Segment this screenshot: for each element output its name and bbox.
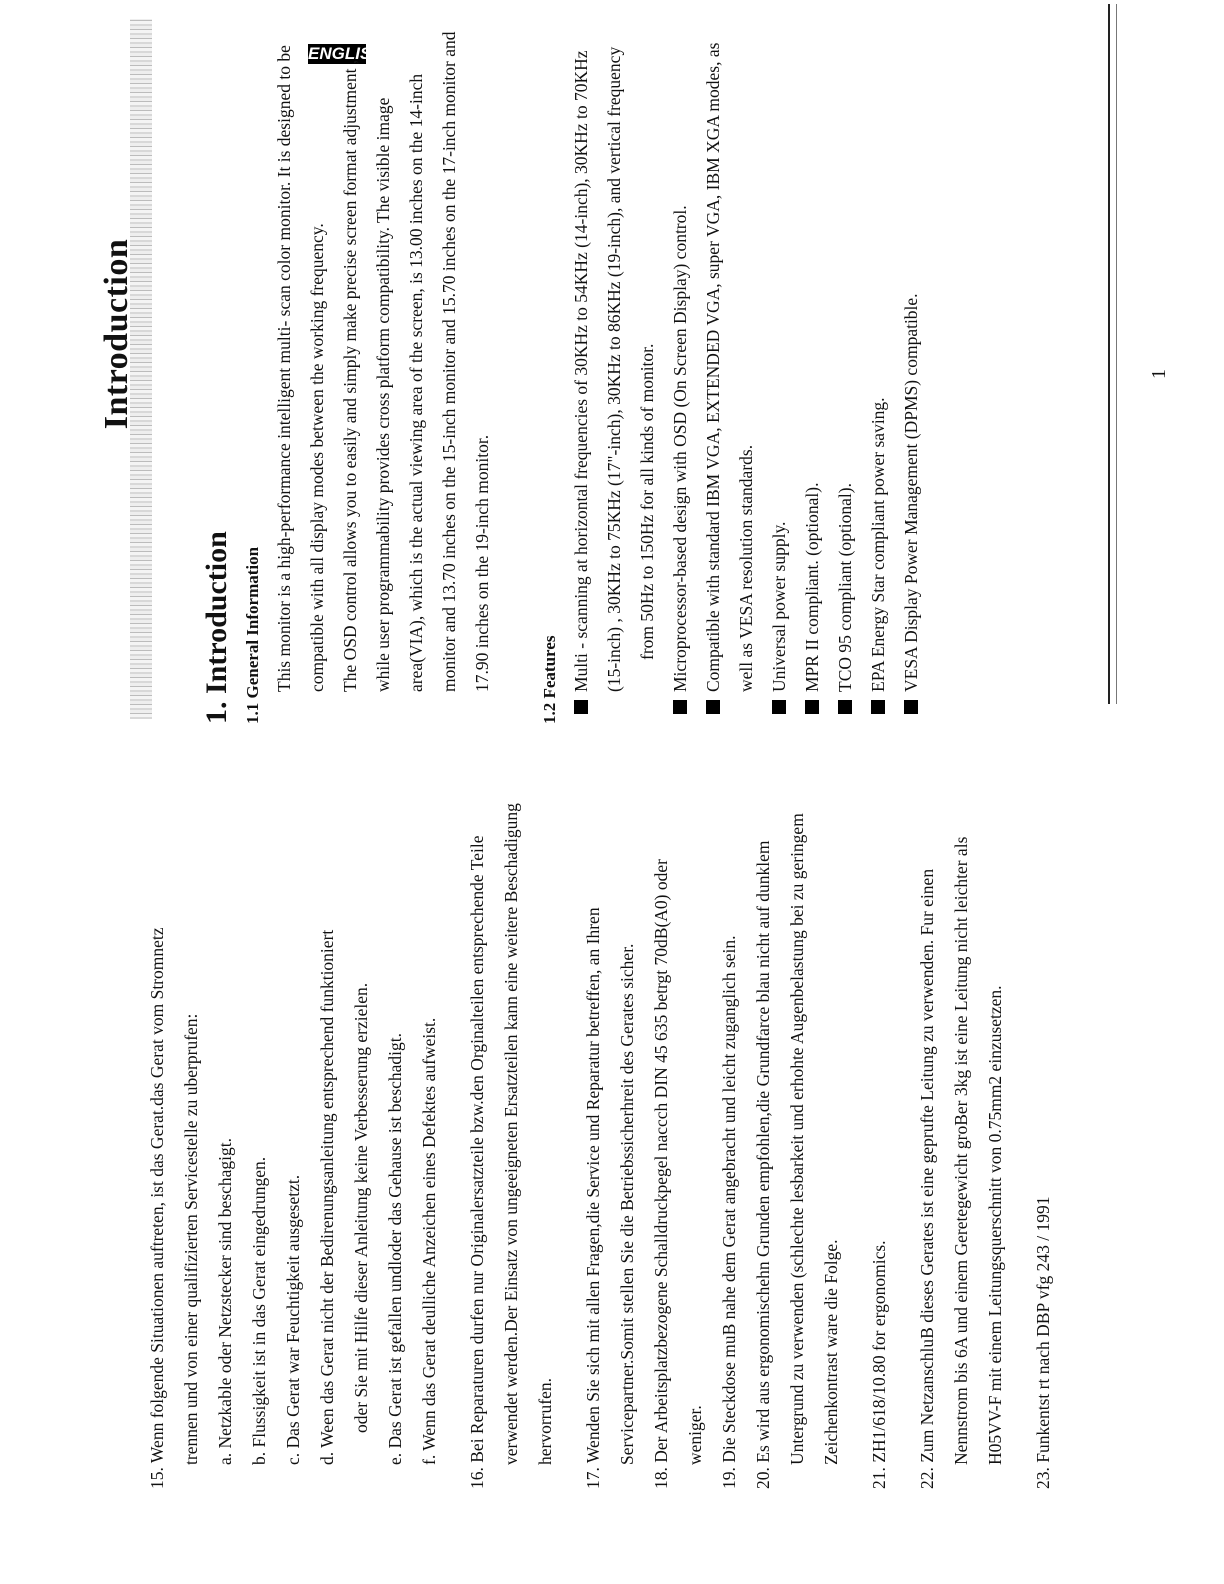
list-item: a. Netzkable oder Netzstecker sind beschagigt. (215, 1137, 235, 1465)
feature-item (862, 24, 895, 724)
page-number: 1 (1148, 369, 1170, 379)
feature-item (565, 24, 631, 724)
feature-text: Microprocessor-based design with OSD (On Screen Display) control. (670, 205, 690, 692)
list-item: trennen und von einer qualifizierten Servicestelle zu uberprufen: (181, 1013, 201, 1465)
feature-text: MPR II compliant. (optional). (802, 482, 822, 692)
feature-text: EPA Energy Star compliant power saving. (868, 397, 888, 692)
feature-item (895, 24, 928, 724)
list-item: 21. ZH1/618/10.80 for ergonomics. (869, 1240, 889, 1489)
list-item: oder Sie mit Hilfe dieser Anleitung keine Verbesserung erzielen. (351, 982, 371, 1433)
feature-item (664, 24, 697, 724)
bullet-icon (805, 700, 819, 714)
bullet-icon (574, 700, 588, 714)
list-item: e. Das Gerat ist gefallen undloder das Gehause ist beschadigt. (385, 1032, 405, 1465)
english-introduction (200, 24, 928, 724)
bullet-icon (871, 700, 885, 714)
german-instructions (140, 799, 1060, 1489)
features-title: 1.2 Features (540, 635, 559, 724)
feature-continuation: from 50Hz to 150Hz for all kinds of monitor. (637, 343, 657, 660)
general-info-title: 1.1 General Information (243, 546, 262, 724)
feature-text: Multi - scanning at horizontal frequencies of 30KHz to 54KHz (14-inch), 30KHz to 70KHz (15-inch) , 30KHz to 75KHz (17"-inch), 30KHz to 86KHz (19-inch), and vertical frequency (571, 46, 624, 692)
bullet-icon (838, 700, 852, 714)
feature-item (763, 24, 796, 724)
general-info-paragraph: The OSD control allows you to easily and simply make precise screen format adjustment , while user programmability provides cross platform compatibility. The visible image area(VIA), which is the actual viewing area of the screen, is 13.00 inches on the 14-inch monitor and 13.70 inches on the 15-inch monitor and 15.70 inches on the 17-inch monitor and 17.90 inches on the 19-inch monitor. (340, 31, 492, 692)
list-item: 16. Bei Reparaturen durfen nur Originalersatzteile bzw.den Orginalteilen entsprechende Teile verwendet werden.Der Einsatz von ungeeigneten Ersatzteilen kann eine weitere Beschadigung hervorrufen. (467, 803, 555, 1489)
footer-rule (1108, 4, 1117, 704)
list-item: 18. Der Arbeitsplatzbezogene Schalldruckpegel naccch DIN 45 635 betrgt 70dB(A0) oder weniger. (651, 859, 705, 1489)
list-item: 22. Zum NetzanschluB dieses Gerates ist eine geprufte Leitung zu verwenden. Fur einen Nennstrom bis 6A und einem Geretegewicht groBer 3kg ist eine Leitung nicht leichter als H05VV-F mit einem Leitungsquerschnitt von 0.75mm2 einzusetzen. (917, 836, 1005, 1489)
list-item: 15. Wenn folgende Situationen auftreten, ist das Gerat.das Gerat vom Stromnetz (147, 927, 167, 1489)
list-item: 17. Wenden Sie sich mit allen Fragen,die Service und Reparatur betreffen, an Ihren Servicepartner.Somit stellen Sie die Betriebssicherhreit des Gerates sicher. (583, 907, 637, 1489)
section-title: 1. Introduction (200, 531, 233, 724)
list-item: 19. Die Steckdose muB nahe dem Gerat angebracht und leicht zuganglich sein. (719, 935, 739, 1489)
bullet-icon (904, 700, 918, 714)
feature-text: Universal power supply. (769, 521, 789, 692)
feature-text: Compatible with standard IBM VGA, EXTENDED VGA, super VGA, IBM XGA modes, as well as VESA resolution standards. (703, 42, 756, 692)
list-item: 20. Es wird aus ergonomischehn Grunden empfohlen,die Grundfarce blau nicht auf dunklem Untergrund zu verwenden (schlechte lesbarkeit und erhohte Augenbelastung bei zu geringem Zeichenkontrast ware die Folge. (753, 813, 841, 1489)
list-item: c. Das Gerat war Feuchtigkeit ausgesetzt. (283, 1174, 303, 1465)
page-title: Introduction (98, 238, 135, 430)
bullet-icon (772, 700, 786, 714)
bullet-icon (673, 700, 687, 714)
feature-text: VESA Display Power Management (DPMS) compatible. (901, 293, 921, 692)
language-tab: ENGLISH (308, 44, 384, 63)
general-info-paragraph: This monitor is a high-performance intelligent multi- scan color monitor. It is designed to be compatible with all display modes between the working frequency. (274, 45, 327, 692)
feature-item (697, 24, 763, 724)
feature-item (796, 24, 829, 724)
list-item: 23. Funkentst rt nach DBP vfg 243 / 1991 (1033, 1196, 1053, 1489)
bullet-icon (706, 700, 720, 714)
list-item: d. Ween das Gerat nicht der Bedirenungsanleitung entsprechend funktioniert (317, 929, 337, 1465)
feature-text: TCO 95 compliant (optional). (835, 483, 855, 692)
list-item: f. Wenn das Gerat deulliche Anzeichen eines Defektes aufweist. (419, 1017, 439, 1465)
list-item: b. Flussigkeit ist in das Gerat eingedrungen. (249, 1156, 269, 1465)
feature-item (829, 24, 862, 724)
